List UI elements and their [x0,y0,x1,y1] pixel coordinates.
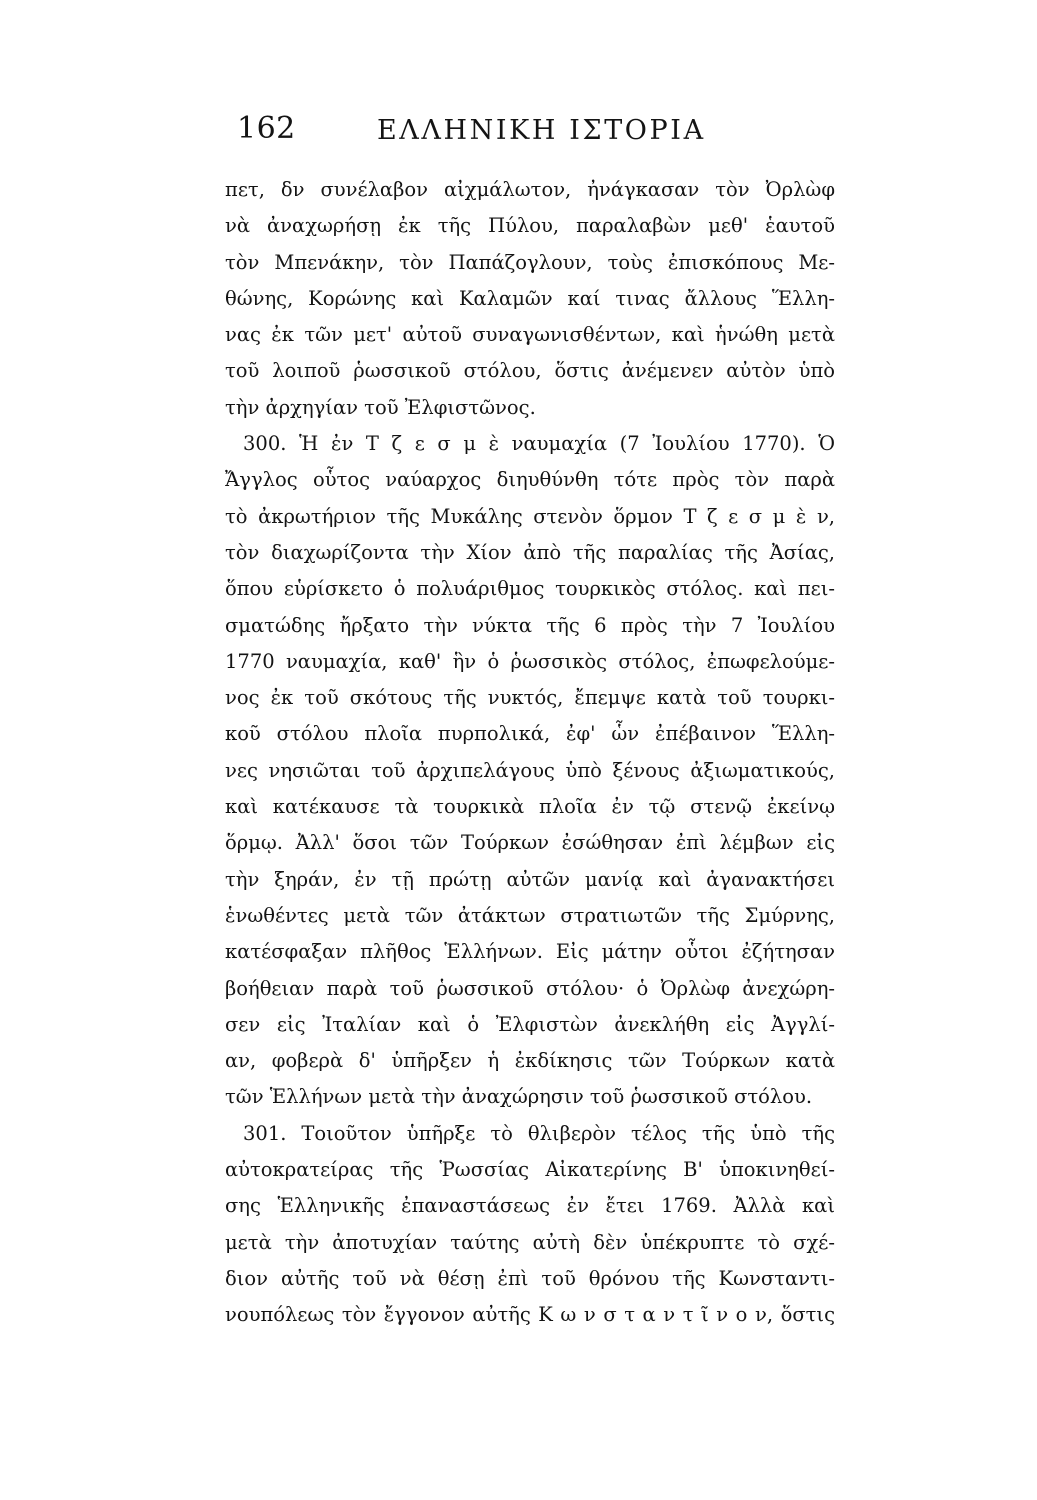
text-line: βοήθειαν παρὰ τοῦ ῥωσσικοῦ στόλου· ὁ Ὀρλὼφ ἀνεχώρη- [225,976,835,1000]
text-line: αν, φοβερὰ δ' ὑπῆρξεν ἡ ἐκδίκησις τῶν Τούρκων κατὰ [225,1049,835,1073]
text-line: θώνης, Κορώνης καὶ Καλαμῶν καί τινας ἄλλους Ἕλλη- [225,286,835,310]
running-title: ΕΛΛΗΝΙΚΗ ΙΣΤΟΡΙΑ [377,115,706,146]
text-line: τὸν Μπενάκην, τὸν Παπάζογλουν, τοὺς ἐπισκόπους Με- [225,250,835,274]
text-line: ἑνωθέντες μετὰ τῶν ἀτάκτων στρατιωτῶν τῆς Σμύρνης, [225,903,835,927]
text-line: Ἄγγλος οὗτος ναύαρχος διηυθύνθη τότε πρὸς τὸν παρὰ [225,468,835,492]
text-line: καὶ κατέκαυσε τὰ τουρκικὰ πλοῖα ἐν τῷ στενῷ ἐκείνῳ [225,795,835,819]
text-line: ὅρμῳ. Ἀλλ' ὅσοι τῶν Τούρκων ἐσώθησαν ἐπὶ λέμβων εἰς [225,831,835,855]
text-line: τὴν ξηράν, ἐν τῇ πρώτῃ αὐτῶν μανίᾳ καὶ ἀγανακτήσει [225,867,835,891]
section-heading-301: 301. Τοιοῦτον ὑπῆρξε τὸ θλιβερὸν τέλος τῆς ὑπὸ τῆς [243,1121,835,1145]
text-line: τοῦ λοιποῦ ῥωσσικοῦ στόλου, ὅστις ἀνέμενεν αὐτὸν ὑπὸ [225,359,835,383]
text-line: νος ἐκ τοῦ σκότους τῆς νυκτός, ἔπεμψε κατὰ τοῦ τουρκι- [225,686,835,710]
text-line: πετ, δν συνέλαβον αἰχμάλωτον, ἠνάγκασαν τὸν Ὀρλὼφ [225,178,835,201]
text-line: ὅπου εὑρίσκετο ὁ πολυάριθμος τουρκικὸς στόλος. καὶ πει- [225,577,835,601]
text-line: κοῦ στόλου πλοῖα πυρπολικά, ἐφ' ὧν ἐπέβαινον Ἕλλη- [225,722,835,746]
text-line: τὸ ἀκρωτήριον τῆς Μυκάλης στενὸν ὅρμον Τ ζ ε σ μ ὲ ν, [225,504,835,528]
text-line: μετὰ τὴν ἀποτυχίαν ταύτης αὐτὴ δὲν ὑπέκρυπτε τὸ σχέ- [225,1230,835,1254]
text-line: νας ἐκ τῶν μετ' αὐτοῦ συναγωνισθέντων, καὶ ἡνώθη μετὰ [225,323,835,347]
text-line: διον αὐτῆς τοῦ νὰ θέσῃ ἐπὶ τοῦ θρόνου τῆς Κωνσταντι- [225,1266,835,1290]
section-heading-300: 300. Ἡ ἐν Τ ζ ε σ μ ὲ ναυμαχία (7 Ἰουλίου 1770). Ὁ [243,432,835,456]
text-line: τὴν ἀρχηγίαν τοῦ Ἐλφιστῶνος. [225,395,536,419]
text-line: κατέσφαξαν πλῆθος Ἑλλήνων. Εἰς μάτην οὗτοι ἐζήτησαν [225,940,835,964]
body-text [225,172,835,1334]
text-line: σματώδης ἤρξατο τὴν νύκτα τῆς 6 πρὸς τὴν 7 Ἰουλίου [225,613,835,637]
text-line: αὐτοκρατείρας τῆς Ῥωσσίας Αἰκατερίνης Β' ὑποκινηθεί- [225,1158,835,1182]
text-line: νες νησιῶται τοῦ ἀρχιπελάγους ὑπὸ ξένους ἀξιωματικούς, [225,758,835,782]
text-line: τῶν Ἑλλήνων μετὰ τὴν ἀναχώρησιν τοῦ ῥωσσικοῦ στόλου. [225,1085,813,1109]
text-line: σεν εἰς Ἰταλίαν καὶ ὁ Ἐλφιστὼν ἀνεκλήθη εἰς Ἀγγλί- [225,1012,835,1036]
text-line: 1770 ναυμαχία, καθ' ἣν ὁ ῥωσσικὸς στόλος, ἐπωφελούμε- [225,649,835,673]
text-line: σης Ἑλληνικῆς ἐπαναστάσεως ἐν ἔτει 1769. Ἀλλὰ καὶ [225,1194,835,1218]
text-line: νουπόλεως τὸν ἔγγονον αὐτῆς Κ ω ν σ τ α ν τ ῖ ν ο ν, ὅστις [225,1303,835,1327]
text-line: τὸν διαχωρίζοντα τὴν Χίον ἀπὸ τῆς παραλίας τῆς Ἀσίας, [225,540,835,564]
page-number: 162 [237,111,296,146]
text-line: νὰ ἀναχωρήσῃ ἐκ τῆς Πύλου, παραλαβὼν μεθ' ἑαυτοῦ [225,214,835,238]
